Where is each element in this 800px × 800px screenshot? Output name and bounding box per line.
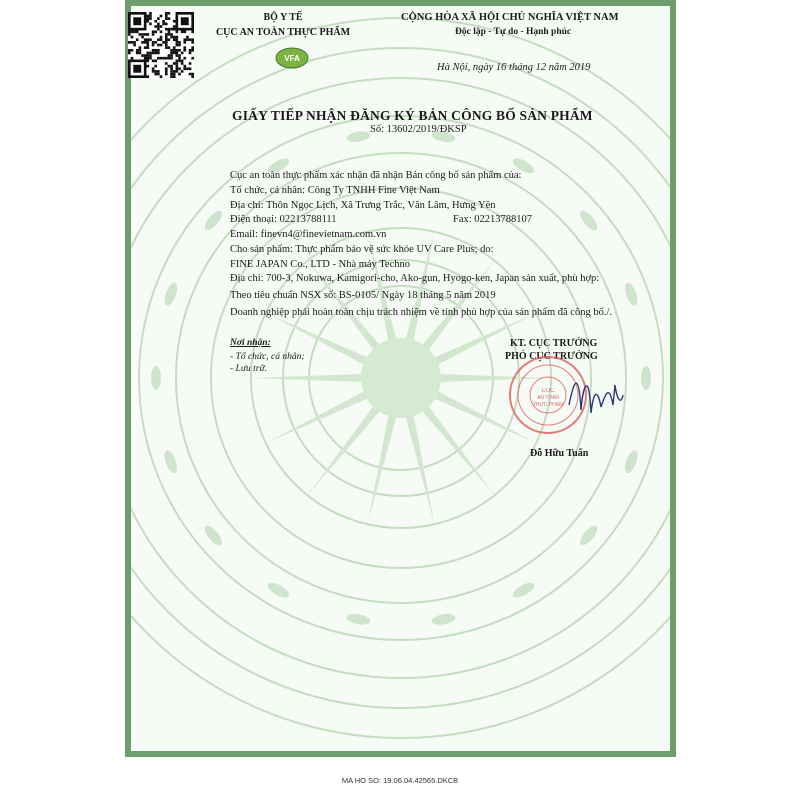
manufacturer-address-line: Địa chỉ: 700-3, Nokuwa, Kamigori-cho, Ako-gun, Hyogo-ken, Japan sản xuất, phù hợp: — [230, 273, 600, 284]
drum-bird — [511, 580, 537, 601]
address-line: Địa chỉ: Thôn Ngọc Lịch, Xã Trưng Trắc, Văn Lâm, Hưng Yên — [230, 200, 496, 211]
signer-title-1: KT. CỤC TRƯỞNG — [510, 338, 598, 349]
drum-bird — [577, 523, 600, 548]
drum-bird — [577, 208, 600, 233]
drum-bird — [266, 580, 292, 601]
document-number: Số: 13602/2019/ĐKSP — [370, 124, 467, 135]
email-line: Email: finevn4@finevietnam.com.vn — [230, 229, 387, 240]
drum-bird — [641, 366, 651, 390]
recipient-item: - Lưu trữ. — [230, 364, 268, 374]
intro-line: Cục an toàn thực phẩm xác nhận đã nhận Bản công bố sản phẩm của: — [230, 170, 522, 181]
drum-ray — [251, 374, 361, 382]
drum-bird — [162, 281, 180, 307]
drum-bird — [202, 523, 225, 548]
qr-code — [128, 12, 194, 78]
drum-bird — [162, 449, 180, 475]
product-line: Cho sản phẩm: Thực phẩm bảo vệ sức khỏe UV Care Plus; do: — [230, 244, 494, 255]
drum-ray — [266, 392, 367, 443]
svg-text:THỰC PHẨM: THỰC PHẨM — [532, 402, 564, 408]
drum-bird — [431, 612, 456, 626]
responsibility-line: Doanh nghiệp phải hoàn toàn chịu trách nhiệm về tính phù hợp của sản phẩm đã công bố./. — [230, 307, 612, 318]
drum-bird — [622, 449, 640, 475]
svg-text:CỤC: CỤC — [541, 388, 555, 394]
vfa-logo — [275, 47, 309, 69]
recipient-item: - Tổ chức, cá nhân; — [230, 352, 305, 362]
drum-bird — [346, 130, 371, 144]
drum-bird — [622, 281, 640, 307]
handwritten-signature — [565, 365, 625, 425]
country-name: CỘNG HÒA XÃ HỘI CHỦ NGHĨA VIỆT NAM — [401, 12, 619, 23]
standard-line: Theo tiêu chuẩn NSX số: BS-0105/ Ngày 18 tháng 5 năm 2019 — [230, 290, 496, 301]
fax-line: Fax: 02213788107 — [453, 214, 533, 225]
dossier-code: MA HO SO: 19.06.04.42565.DKCB — [341, 776, 459, 785]
national-motto: Độc lập - Tự do - Hạnh phúc — [455, 27, 572, 37]
certificate-page — [125, 0, 676, 757]
signer-name: Đỗ Hữu Tuấn — [530, 448, 589, 459]
drum-bird — [151, 366, 161, 390]
ministry-name: BỘ Y TẾ — [263, 12, 303, 23]
drum-bird — [202, 208, 225, 233]
recipients-label: Nơi nhận: — [230, 338, 271, 348]
logo-text: VFA — [284, 54, 300, 63]
phone-line: Điện thoại: 02213788111 — [230, 214, 337, 225]
department-name: CỤC AN TOÀN THỰC PHẨM — [215, 27, 351, 38]
svg-text:AN TOÀN: AN TOÀN — [536, 395, 560, 401]
organization-line: Tổ chức, cá nhân: Công Ty TNHH Fine Việt Nam — [230, 185, 440, 196]
drum-bird — [346, 612, 371, 626]
issue-date: Hà Nội, ngày 16 tháng 12 năm 2019 — [437, 62, 591, 73]
signer-title-2: PHÓ CỤC TRƯỞNG — [505, 351, 598, 362]
document-title: GIẤY TIẾP NHẬN ĐĂNG KÝ BẢN CÔNG BỐ SẢN PHẨM — [232, 108, 593, 123]
manufacturer-line: FINE JAPAN Co., LTD - Nhà máy Techno — [230, 259, 410, 270]
